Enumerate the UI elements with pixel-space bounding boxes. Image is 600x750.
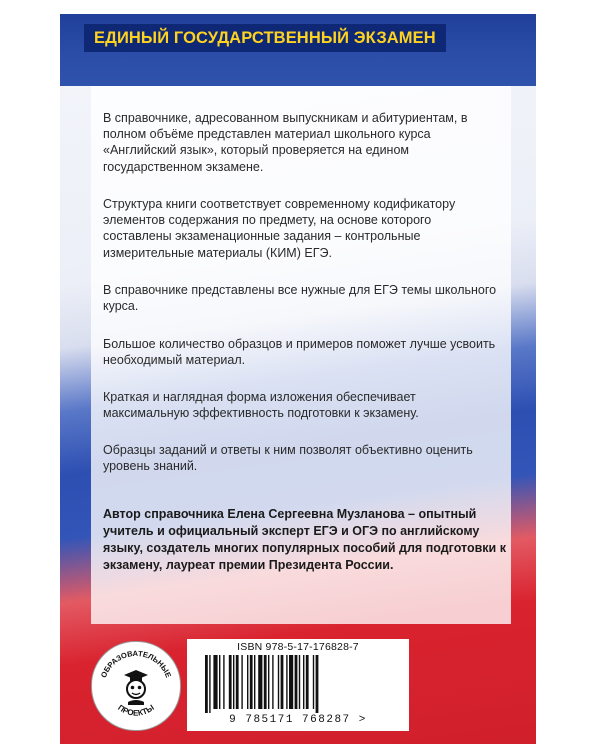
- publisher-name-bottom: ПРОЕКТЫ: [116, 702, 156, 718]
- publisher-name-top: ОБРАЗОВАТЕЛЬНЫЕ: [98, 648, 174, 680]
- publisher-logo: [91, 641, 181, 731]
- isbn-text: ISBN 978-5-17-176828-7: [237, 641, 359, 653]
- author-note: Автор справочника Елена Сергеевна Музланова – опытный учитель и официальный эксперт ЕГЭ и ОГЭ по английскому языку, создатель многих популярных пособий для подготовки к экзамену, лауреат премии Президента России.: [103, 507, 506, 572]
- description-paragraph: В справочнике, адресованном выпускникам и абитуриентам, в полном объёме представлен материал школьного курса «Английский язык», который проверяется на едином государственном экзамене.: [103, 111, 468, 174]
- description-paragraph: Образцы заданий и ответы к ним позволят объективно оценить уровень знаний.: [103, 443, 473, 474]
- description-paragraph: Краткая и наглядная форма изложения обеспечивает максимальную эффективность подготовки к экзамену.: [103, 390, 419, 421]
- footer: [91, 639, 511, 739]
- series-title: ЕДИНЫЙ ГОСУДАРСТВЕННЫЙ ЭКЗАМЕН: [84, 24, 446, 52]
- description-paragraph: Структура книги соответствует современному кодификатору элементов содержания по предмету, на основе которого составлены экзаменационные задания – контрольные измерительные материалы (КИМ) ЕГЭ.: [103, 197, 456, 260]
- book-back-cover: [60, 14, 536, 744]
- svg-text:ПРОЕКТЫ: [116, 703, 156, 718]
- description-panel: [91, 86, 511, 624]
- barcode-box: [187, 639, 409, 731]
- barcode-icon: [203, 655, 393, 713]
- description-paragraph: Большое количество образцов и примеров поможет лучше усвоить необходимый материал.: [103, 337, 496, 368]
- barcode-number: 9 785171 768287 >: [229, 714, 367, 726]
- description-paragraph: В справочнике представлены все нужные для ЕГЭ темы школьного курса.: [103, 283, 497, 314]
- header-band: [60, 14, 536, 86]
- publisher-emblem-icon: [92, 642, 180, 730]
